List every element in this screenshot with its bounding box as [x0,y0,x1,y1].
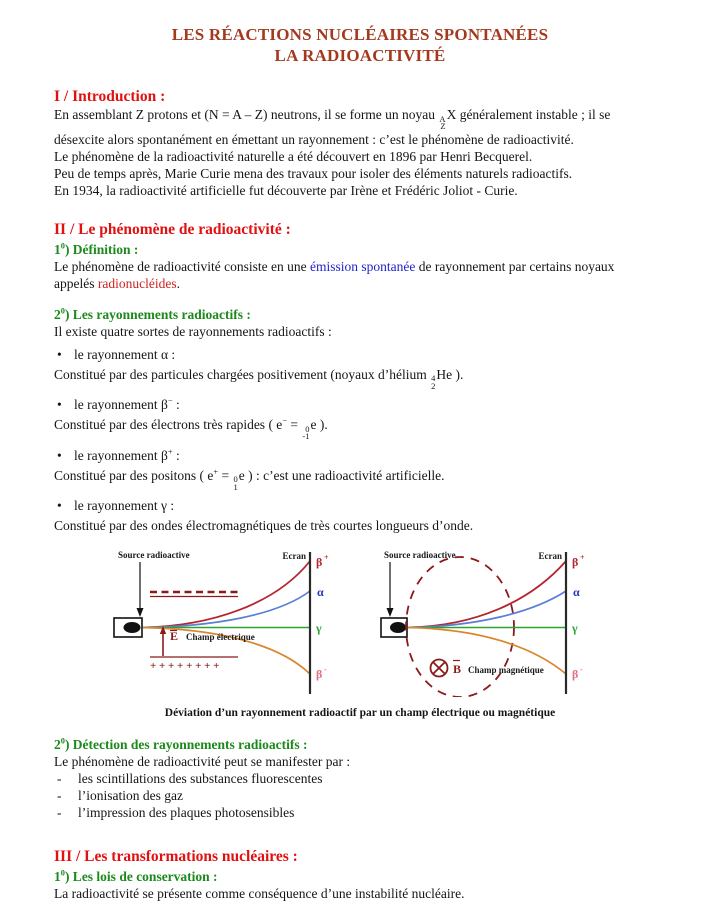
title-line-1: LES RÉACTIONS NUCLÉAIRES SPONTANÉES [171,25,549,44]
alpha-ray [408,591,566,628]
rayonnements-intro: Il existe quatre sortes de rayonnements radioactifs : [54,323,332,339]
beta-plus-ray [143,561,310,628]
alpha-label: α [317,585,324,600]
heading-text: ) Définition : [64,241,139,257]
document-title [54,24,666,66]
figure-caption: Déviation d’un rayonnement radioactif par un champ électrique ou magnétique [164,707,556,720]
section-1-heading: I / Introduction : [54,88,166,105]
desc-alpha [54,366,666,391]
beta-minus-label: β [316,667,323,682]
bullet-text: : [168,346,176,362]
intro-line-2: désexcite alors spontanément en émettant un rayonnement : c’est le phénomène de radioactivité. [54,131,574,147]
alpha-label: α [573,585,580,600]
gamma-label: γ [572,621,578,636]
beta-plus-sign: + [580,553,585,563]
bullet-icon: • [57,498,62,514]
nuclide-electron [301,416,316,441]
source-arrowhead [387,608,394,617]
nuclide-mass: A [439,113,446,124]
emphasis-red-text: radionucléides [97,275,177,291]
detection-intro: Le phénomène de radioactivité peut se manifester par : [54,754,351,770]
desc-text: = [287,417,302,433]
heading-text: ) Les rayonnements radioactifs : [64,306,251,322]
lois-heading [54,868,666,885]
detection-item-text: l’impression des plaques photosensibles [78,805,295,821]
nuclide-stack [431,375,435,390]
desc-text: Constitué par des électrons très rapides ( e [54,417,283,433]
desc-beta-minus [54,416,666,441]
desc-text: ). [452,366,464,382]
bullet-text: le rayonnement [74,447,161,463]
beta-minus-sign: - [580,665,583,675]
nuclide-mass: 0 [305,423,310,434]
definition-heading [54,241,666,258]
dash-marker: - [57,771,62,787]
definition-text: appelés [54,275,98,291]
dash-marker: - [57,805,62,821]
bullet-beta-plus [54,447,666,464]
bullet-text: : [172,447,180,463]
nuclide-mass: 4 [431,373,436,384]
greek-beta: β [160,397,168,413]
greek-alpha: α [160,346,169,362]
source-label: Source radioactive [118,550,190,561]
intro-text: généralement instable ; il se [456,107,611,122]
heading-text: ) Détection des rayonnements radioactifs : [64,737,308,753]
desc-beta-plus [54,467,666,492]
rayonnements-heading [54,306,666,323]
bullet-text: le rayonnement [74,397,161,413]
bullet-text: le rayonnement [74,346,161,362]
heading-sup: 0 [60,306,65,316]
emphasis-blue-text: émission spontanée [310,258,416,274]
nuclide-stack [302,423,310,442]
definition-text: Le phénomène de radioactivité consiste en une [54,258,311,274]
source-label: Source radioactive [384,550,456,561]
desc-gamma: Constitué par des ondes électromagnétiques de très courtes longueurs d’onde. [54,518,474,534]
title-line-2: LA RADIOACTIVITÉ [274,46,446,65]
heading-number: 2 [54,306,61,322]
intro-line-3: Le phénomène de la radioactivité naturelle a été découvert en 1896 par Henri Becquerel. [54,148,533,164]
desc-text: = [218,467,233,483]
detection-item-text: les scintillations des substances fluorescentes [78,771,323,787]
positive-plate-charges: + + + + + + + + [150,660,220,673]
intro-text: En assemblant Z protons et (N = A – Z) neutrons, il se forme un noyau [54,107,439,122]
figure-row [54,547,666,697]
beta-minus-label: β [572,667,579,682]
bullet-icon: • [57,447,62,463]
beta-plus-sign: + [324,553,329,563]
nuclide-mass: 0 [233,474,238,485]
greek-gamma: γ [160,498,167,514]
nuclide-azx [438,106,456,131]
heading-sup: 0 [60,868,65,878]
electric-field-label: Champ électrique [186,632,255,643]
nuclide-positron [232,467,244,492]
bullet-icon: • [57,397,62,413]
positron-sign: + [213,467,219,477]
nuclide-charge: Z [440,121,446,132]
detection-heading [54,736,666,753]
heading-sup: 0 [60,736,65,746]
electron-sign: − [282,416,288,426]
heading-number: 2 [54,737,61,753]
beta-sign: − [167,396,173,406]
electric-field-diagram [110,547,350,697]
heading-number: 1 [54,869,61,885]
magnetic-field-diagram [380,547,610,697]
bullet-text: le rayonnement [74,498,161,514]
e-field-symbol: E [170,629,179,644]
nuclide-helium [430,366,452,391]
heading-sup: 0 [60,241,65,251]
bullet-beta-minus [54,396,666,413]
detection-item [54,787,666,804]
detection-item [54,804,666,821]
nuclide-stack [233,476,237,491]
nuclide-symbol: e [310,417,317,433]
beta-minus-sign: - [324,665,327,675]
nuclide-charge: -1 [302,431,310,442]
detection-item [54,770,666,787]
section-3-line: La radioactivité se présente comme conséquence d’une instabilité nucléaire. [54,886,465,902]
beta-plus-ray [408,561,566,628]
bullet-icon: • [57,346,62,362]
heading-text: ) Les lois de conservation : [64,869,218,885]
magnetic-field-label: Champ magnétique [468,665,544,676]
definition-line-2 [54,275,666,292]
screen-label: Ecran [538,551,562,562]
desc-text: ) : c’est une radioactivité artificielle. [244,467,445,483]
beta-plus-label: β [316,555,323,570]
nuclide-stack [439,113,446,132]
bullet-text: : [166,498,175,514]
source-arrowhead [137,608,144,617]
b-field-symbol: B [453,662,462,677]
nuclide-symbol: He [436,366,453,382]
beta-sign: + [167,447,173,457]
desc-text: Constitué par des particules chargées positivement (noyaux d’hélium [54,366,431,382]
bullet-gamma [54,497,666,514]
heading-number: 1 [54,241,61,257]
gamma-label: γ [316,621,322,636]
dash-marker: - [57,788,62,804]
desc-text: Constitué par des positons ( e [54,467,214,483]
section-2-heading: II / Le phénomène de radioactivité : [54,220,291,238]
nuclide-charge: 2 [431,380,436,391]
intro-line-5: En 1934, la radioactivité artificielle fut découverte par Irène et Frédéric Joliot - Curie. [54,182,518,198]
nuclide-symbol: e [238,467,245,483]
desc-text: ). [316,417,328,433]
greek-beta: β [160,447,168,463]
definition-text: . [176,275,180,291]
beta-plus-label: β [572,555,579,570]
nuclide-symbol: X [446,107,457,122]
source-pellet [390,622,406,633]
definition-text: de rayonnement par certains noyaux [415,258,615,274]
screen-label: Ecran [282,551,306,562]
intro-line-1 [54,106,666,131]
detection-item-text: l’ionisation des gaz [78,788,183,804]
source-pellet [124,622,141,633]
bullet-alpha [54,346,666,363]
bullet-text: : [172,397,180,413]
intro-line-4: Peu de temps après, Marie Curie mena des travaux pour isoler des éléments naturels radioactifs. [54,165,573,181]
section-3-heading: III / Les transformations nucléaires : [54,848,298,866]
nuclide-charge: 1 [233,481,238,492]
definition-line-1 [54,258,666,275]
